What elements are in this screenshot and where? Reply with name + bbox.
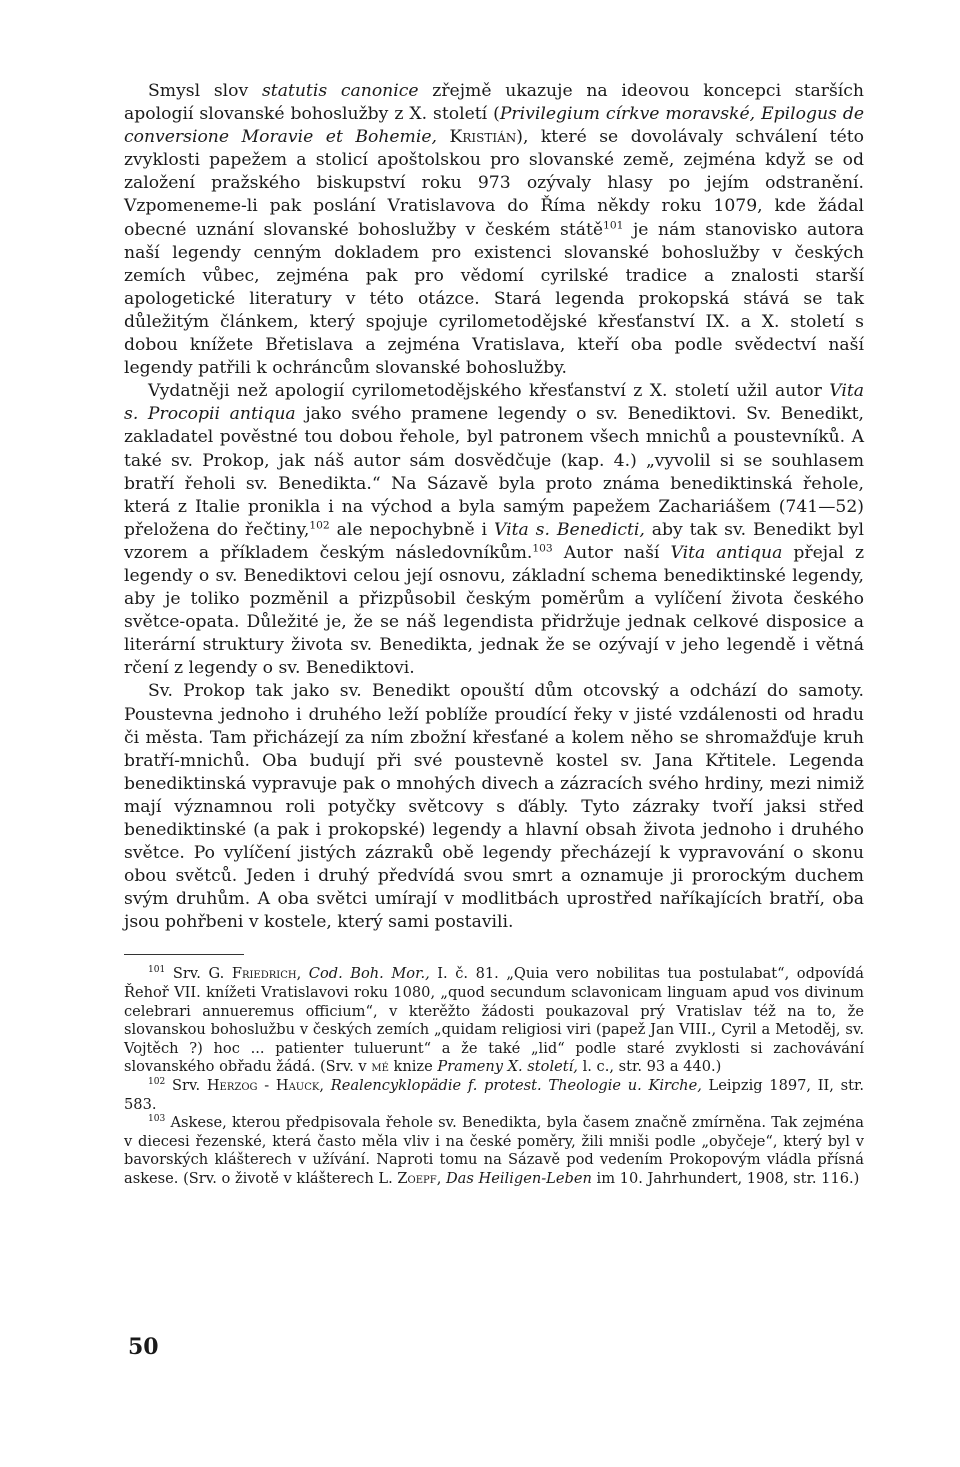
text-run: Smysl slov	[148, 81, 262, 101]
smallcaps-text: Kristián	[449, 127, 517, 148]
smallcaps-text: mé	[371, 1058, 389, 1076]
footnote-ref: 101	[148, 965, 166, 976]
smallcaps-text: Herzog	[206, 1077, 258, 1095]
text-run: ,	[319, 1077, 331, 1095]
text-run: ,	[296, 965, 309, 983]
italic-text: Realencyklopädie f. protest. Theologie u. Kirche,	[330, 1077, 702, 1095]
italic-text: Vita antiqua	[670, 542, 783, 563]
footnotes	[124, 965, 864, 1188]
footnote-ref: 101	[603, 217, 624, 231]
text-run: Sv. Prokop tak jako sv. Benedikt opouští dům otcovský a odchází do samoty. Poustevna jednoho i druhého leží poblíže proudící řeky v jisté vzdálenosti od hradu či města. Tam přicházejí za ním zbožní křesťané a kolem něho se shromažďuje kruh bratří-mnichů. Oba budují při své poustevně kostel sv. Jana Křtitele. Legenda benediktinská vypravuje pak o mnohých divech a zázracích svého hrdiny, mezi nimiž mají významnou roli potyčky světcovy s ďábly. Tyto zázraky tvoří jaksi střed benediktinské (a pak i prokopské) legendy a hlavní obsah života jednoho i druhého světce. Po vylíčení jistých zázraků obě legendy přecházejí k vypravování o skonu obou světců. Jeden i druhý předvídá svou smrt a oznamuje ji prorockým duchem svým druhům. A oba světci umírají v modlitbách uprostřed naříkajících bratří, oba jsou pohřbeni v kostele, který sami postavili.	[124, 681, 864, 933]
text-run: -	[257, 1077, 276, 1095]
footnote-ref: 103	[148, 1114, 166, 1125]
page	[124, 80, 864, 1189]
paragraph	[124, 680, 864, 934]
text-run: ,	[436, 1170, 446, 1187]
text-run: l. c., str. 93 a 440.)	[577, 1058, 722, 1076]
text-run: ale nepochybně i	[329, 519, 494, 540]
text-run: Leipzig 1897, II, str. 583.	[124, 1077, 864, 1113]
page-number: 50	[128, 1334, 159, 1360]
text-run: jako svého pramene legendy o sv. Benediktovi. Sv. Benedikt, zakladatel pověstné tou dobou řehole, byl patronem všech mnichů a poustevníků. A také sv. Prokop, jak náš autor sám dosvědčuje (kap. 4.) „vyvolil si se souhlasem bratří řeholi sv. Benedikta.“ Na Sázavě byla proto známa benediktinská řehole, která z Italie pronikla i na východ a byla samým papežem Zachariášem (741—52) přeložena do řečtiny,	[124, 404, 864, 540]
italic-text: Vita s. Benedicti,	[493, 519, 645, 540]
text-run: Vydatněji než apologií cyrilometodějského křesťanství z X. století užil autor	[148, 381, 830, 402]
footnote-ref: 103	[532, 541, 553, 555]
italic-text: statutis canonice	[261, 81, 419, 101]
smallcaps-text: Friedrich	[231, 965, 297, 983]
footnote-rule	[124, 954, 244, 955]
footnote-102	[124, 1077, 864, 1114]
smallcaps-text: Hauck	[275, 1077, 320, 1095]
body-text	[124, 80, 864, 934]
italic-text: Privilegium církve moravské, Epilogus de conversione Moravie et Bohemie,	[124, 104, 864, 148]
text-run: je nám stanovisko autora naší legendy cenným dokladem pro existenci slovanské bohoslužby v českých zemích vůbec, zejména pak pro vědomí cyrilské tradice a znalosti starší apologetické literatury v této otázce. Stará legenda prokopská stává se tak důležitým článkem, který spojuje cyrilometodějské křesťanství IX. a X. století s dobou knížete Břetislava a zejména Vratislava, kteří oba podle svědectví naší legendy patřili k ochráncům slovanské bohoslužby.	[124, 219, 864, 379]
smallcaps-text: Zoepf	[397, 1170, 437, 1187]
footnote-103	[124, 1114, 864, 1188]
text-run: Askese, kterou předpisovala řehole sv. Benedikta, byla časem značně zmírněna. Tak zejména v diecesi řezenské, která často měla vliv i na české poměry, žili mniši podle „obyčeje“, který byl v bavorských klášterech v užívání. Naproti tomu na Sázavě pod vedením Prokopovým vládla přísná askese. (Srv. o životě v klášterech L.	[124, 1114, 864, 1187]
paragraph	[124, 80, 864, 380]
text-run: zřejmě ukazuje na ideovou koncepci starších apologií slovanské bohoslužby z X. století (	[124, 81, 865, 125]
italic-text: Das Heiligen-Leben	[445, 1170, 592, 1187]
text-run: im 10. Jahrhundert, 1908, str. 116.)	[591, 1170, 860, 1187]
text-run	[437, 127, 449, 147]
italic-text: Prameny X. století,	[437, 1058, 578, 1076]
footnote-ref: 102	[148, 1077, 166, 1088]
text-run: Autor naší	[552, 542, 671, 563]
text-run: Srv. G.	[165, 965, 232, 983]
text-run: aby tak sv. Benedikt byl vzorem a příkladem českým následovníkům.	[124, 519, 864, 563]
text-run: přejal z legendy o sv. Benediktovi celou její osnovu, základní schema benediktinské legendy, aby je toliko pozměnil a přizpůsobil českým poměrům a vylíčení života českého světce-opata. Důležité je, že se náš legendista přidržuje jednak celkové disposice a literární struktury života sv. Benedikta, jednak že se ozývají v jeho legendě i větná rčení z legendy o sv. Benediktovi.	[124, 542, 865, 679]
footnote-101	[124, 965, 864, 1077]
text-run: Srv.	[165, 1077, 207, 1095]
text-run: I. č. 81. „Quia vero nobilitas tua postulabat“, odpovídá Řehoř VII. knížeti Vratislavovi roku 1080, „quod secundum sclavonicam linguam apud vos divinum celebrari annueremus officium“, v kterěžto žádosti poukazoval prý Vratislav též na to, že slovanskou bohoslužbu v českých zemích „quidam religiosi viri (papež Jan VIII., Cyril a Metoděj, sv. Vojtěch ?) hoc ... patienter tuluerunt“ a že také „lid“ podle staré zvyklosti si zachovávání slovanského obřadu žádá. (Srv. v	[124, 965, 864, 1076]
footnote-ref: 102	[309, 518, 330, 532]
paragraph	[124, 380, 864, 680]
italic-text: Cod. Boh. Mor.,	[308, 965, 430, 983]
text-run: ), které se dovolávaly schválení této zvyklosti papežem a stolicí apoštolskou pro slovanské země, zejména když se od založení pražského biskupství roku 973 ozývaly hlasy po jejím odstranění. Vzpomeneme-li pak poslání Vratislavova do Říma někdy roku 1079, kde žádal obecné uznání slovanské bohoslužby v českém státě	[124, 127, 865, 240]
text-run: knize	[388, 1058, 438, 1076]
italic-text: Vita s. Procopii antiqua	[124, 381, 864, 425]
